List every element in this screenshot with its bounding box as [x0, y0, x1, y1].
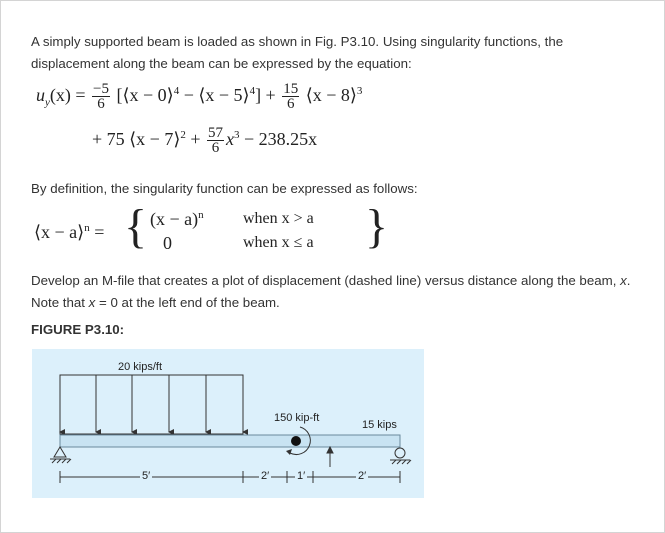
- dim-label-5ft: 5′: [142, 470, 151, 482]
- eq1-term1: [⟨x − 0⟩: [116, 85, 174, 106]
- eq1-lhs-arg: (x) =: [49, 85, 86, 106]
- eq1-lhs: u: [36, 85, 45, 106]
- distributed-load-label: 20 kips/ft: [118, 361, 163, 373]
- problem-intro: A simply supported beam is loaded as shown in Fig. P3.10. Using singularity functions, the displacement along the beam can be expressed by the equation:: [31, 34, 564, 71]
- singularity-cond2: when x ≤ a: [243, 234, 314, 251]
- point-load-label: 15 kips: [362, 419, 397, 431]
- eq1-term2: − ⟨x − 5⟩: [179, 85, 250, 106]
- dim-label-2ft-a: 2′: [261, 470, 270, 482]
- eq1-term4: ⟨x − 8⟩: [305, 85, 357, 106]
- singularity-lhs: ⟨x − a⟩$^n$ =: [34, 222, 105, 242]
- displacement-equation-line2: + 75 ⟨x − 7⟩$^2$ + $\frac{57}{6}$ $x^3 - 238.25x$: [92, 125, 318, 156]
- eq1-fraction2: $\frac{15}{6}$: [283, 81, 299, 112]
- eq1-term3: ] +: [255, 85, 276, 106]
- moment-label: 150 kip-ft: [274, 412, 320, 424]
- left-brace: {: [124, 200, 148, 253]
- singularity-case2: 0: [163, 233, 172, 253]
- beam: [60, 435, 400, 447]
- beam-figure: [32, 349, 424, 498]
- distributed-load: [60, 375, 243, 434]
- displacement-equation-line1: $u_y(x)$ = $\frac{-5}{6}$ [⟨x − 0⟩$^4$ − ⟨x − 5⟩$^4$] + $\frac{15}{6}$ ⟨x − 8⟩$^3$: [36, 81, 363, 112]
- eq2-term2: +: [185, 129, 201, 150]
- eq2-term1: + 75 ⟨x − 7⟩: [92, 129, 181, 150]
- task-text: Develop an M-file that creates a plot of displacement (dashed line) versus distance along the beam, x. Note that x = 0 at the left end of the beam.: [31, 273, 631, 310]
- dimension-line: [60, 471, 400, 483]
- right-brace: }: [365, 200, 389, 253]
- roller-support: [390, 448, 411, 464]
- pin-support: [50, 447, 71, 463]
- definition-text: By definition, the singularity function can be expressed as follows:: [31, 181, 418, 196]
- eq1-fraction1: $\frac{-5}{6}$: [93, 81, 109, 112]
- dim-label-1ft: 1′: [297, 470, 306, 482]
- point-load-arrow: [327, 447, 333, 467]
- eq1-lhs-sub: y: [45, 96, 50, 109]
- dim-label-2ft-b: 2′: [358, 470, 367, 482]
- eq2-term4: − 238.25x: [239, 129, 318, 150]
- singularity-cond1: when x > a: [243, 210, 314, 227]
- singularity-case1: $(x - a)^n$: [150, 209, 204, 229]
- figure-label: FIGURE P3.10:: [31, 322, 125, 337]
- eq2-fraction: $\frac{57}{6}$: [208, 125, 224, 156]
